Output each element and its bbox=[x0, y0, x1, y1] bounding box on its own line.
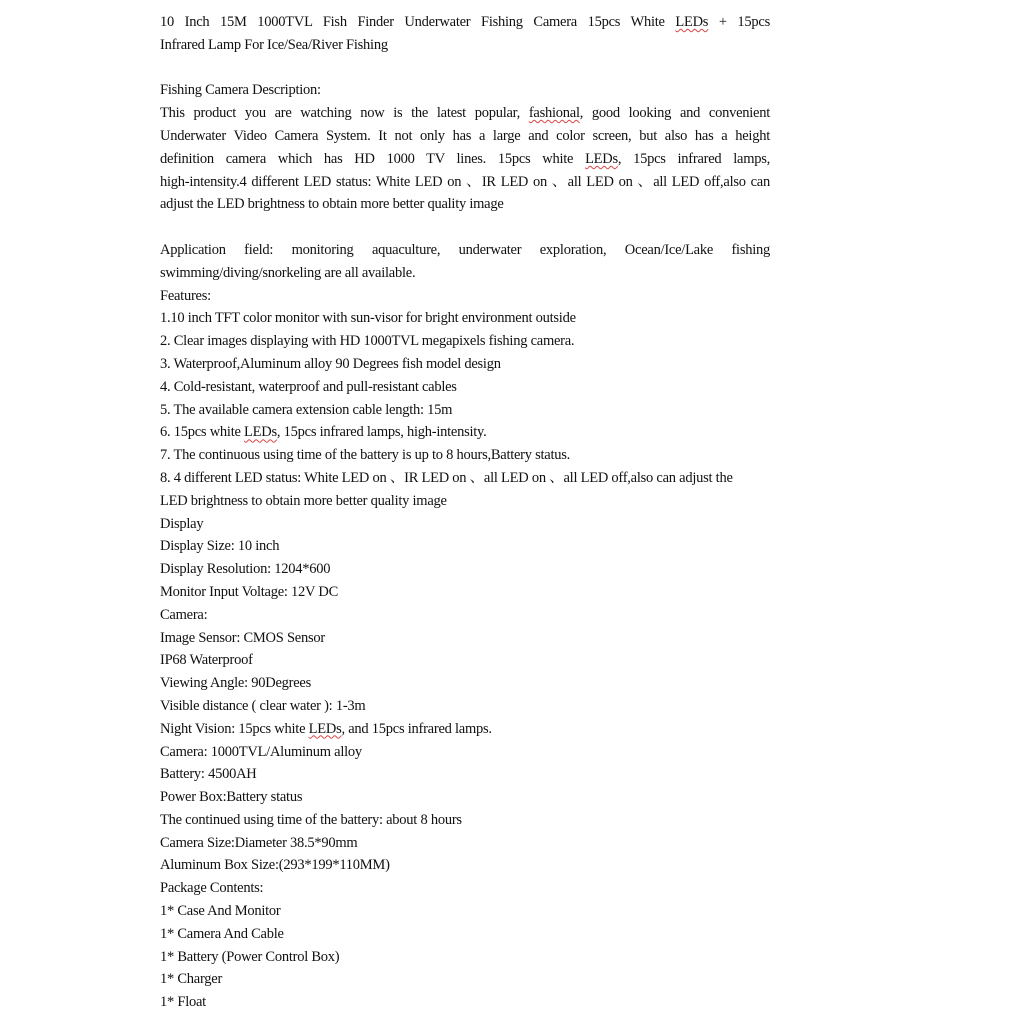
spec-line: IP68 Waterproof bbox=[160, 652, 253, 669]
spellcheck-word: LEDs bbox=[585, 150, 618, 167]
spec-line: Image Sensor: CMOS Sensor bbox=[160, 629, 325, 646]
description-text: definition camera which has HD 1000 TV lines. 15pcs white bbox=[160, 150, 586, 167]
application-line: Application field: monitoring aquaculture, underwater exploration, Ocean/Ice/Lake fishing bbox=[160, 241, 770, 258]
description-line: high-intensity.4 different LED status: White LED on 、IR LED on 、all LED on 、all LED off,also can bbox=[160, 173, 770, 190]
feature-item: 4. Cold-resistant, waterproof and pull-resistant cables bbox=[160, 378, 457, 395]
spellcheck-word: fashional bbox=[528, 105, 580, 122]
spec-line: Display Size: 10 inch bbox=[160, 538, 280, 555]
description-line: Underwater Video Camera System. It not only has a large and color screen, but also has a height bbox=[160, 127, 770, 144]
spec-text: Night Vision: 15pcs white bbox=[160, 720, 309, 737]
package-item: 1* Battery (Power Control Box) bbox=[160, 948, 340, 965]
feature-text: , 15pcs infrared lamps, high-intensity. bbox=[276, 424, 487, 441]
spellcheck-word: LEDs bbox=[308, 720, 342, 737]
spec-line: Monitor Input Voltage: 12V DC bbox=[160, 583, 339, 600]
spec-line: Camera: 1000TVL/Aluminum alloy bbox=[160, 743, 362, 760]
feature-item: 5. The available camera extension cable length: 15m bbox=[160, 401, 453, 418]
spec-line: Camera Size:Diameter 38.5*90mm bbox=[160, 834, 358, 851]
spec-text: , and 15pcs infrared lamps. bbox=[341, 720, 492, 737]
spacer bbox=[160, 216, 770, 239]
package-item: 1* Charger bbox=[160, 971, 223, 988]
package-heading: Package Contents: bbox=[160, 880, 264, 897]
feature-item-continued: LED brightness to obtain more better quality image bbox=[160, 492, 447, 509]
spellcheck-word: LEDs bbox=[675, 14, 709, 30]
spec-line: Battery: 4500AH bbox=[160, 766, 257, 783]
display-heading: Display bbox=[160, 515, 204, 532]
application-line: swimming/diving/snorkeling are all available. bbox=[160, 264, 416, 281]
feature-text: 6. 15pcs white bbox=[160, 424, 245, 441]
feature-item: 7. The continuous using time of the battery is up to 8 hours,Battery status. bbox=[160, 447, 571, 464]
description-heading: Fishing Camera Description: bbox=[160, 82, 321, 99]
spec-line: The continued using time of the battery: about 8 hours bbox=[160, 811, 462, 828]
feature-item: 1.10 inch TFT color monitor with sun-visor for bright environment outside bbox=[160, 310, 576, 327]
package-item: 1* Float bbox=[160, 994, 206, 1011]
spec-line: Viewing Angle: 90Degrees bbox=[160, 675, 311, 692]
description-text: This product you are watching now is the latest popular, bbox=[160, 105, 529, 122]
description-text: , 15pcs infrared lamps, bbox=[617, 150, 771, 167]
spec-line: Power Box:Battery status bbox=[160, 789, 303, 806]
product-document bbox=[160, 11, 770, 1014]
spacer bbox=[160, 57, 770, 80]
product-title-line-2: Infrared Lamp For Ice/Sea/River Fishing bbox=[160, 36, 388, 53]
spec-line bbox=[160, 718, 770, 741]
package-item: 1* Camera And Cable bbox=[160, 925, 284, 942]
spec-line: Aluminum Box Size:(293*199*110MM) bbox=[160, 857, 390, 874]
title-text: + 15pcs bbox=[708, 14, 770, 30]
feature-item: 8. 4 different LED status: White LED on 、IR LED on 、all LED on 、all LED off,also can adjust the bbox=[160, 469, 733, 486]
spec-line: Visible distance ( clear water ): 1-3m bbox=[160, 697, 366, 714]
features-heading: Features: bbox=[160, 287, 211, 304]
feature-item bbox=[160, 421, 770, 444]
feature-item: 2. Clear images displaying with HD 1000TVL megapixels fishing camera. bbox=[160, 333, 575, 350]
spellcheck-word: LEDs bbox=[244, 424, 277, 441]
description-text: , good looking and convenient bbox=[579, 105, 771, 122]
description-line bbox=[160, 148, 770, 171]
description-line bbox=[160, 102, 770, 125]
spec-line: Display Resolution: 1204*600 bbox=[160, 561, 331, 578]
description-line: adjust the LED brightness to obtain more better quality image bbox=[160, 196, 504, 213]
package-item: 1* Case And Monitor bbox=[160, 903, 281, 920]
camera-heading: Camera: bbox=[160, 606, 208, 623]
title-text: 10 Inch 15M 1000TVL Fish Finder Underwater Fishing Camera 15pcs White bbox=[160, 14, 676, 30]
product-title-line-1 bbox=[160, 11, 770, 34]
feature-item: 3. Waterproof,Aluminum alloy 90 Degrees fish model design bbox=[160, 355, 501, 372]
